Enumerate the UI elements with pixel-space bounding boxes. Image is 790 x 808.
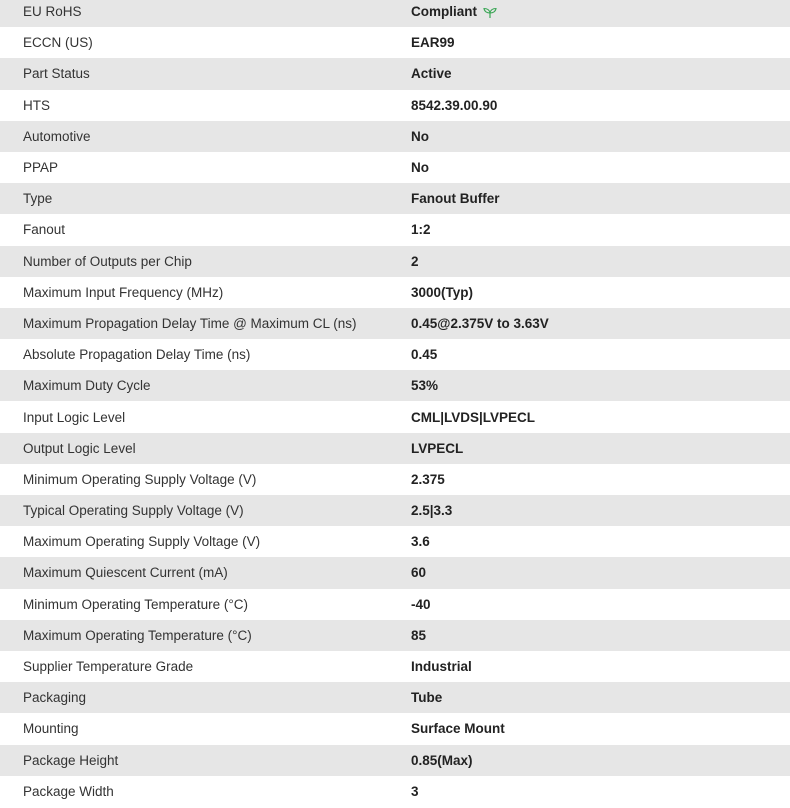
spec-label: Part Status bbox=[23, 66, 90, 82]
spec-value-cell bbox=[411, 308, 790, 339]
spec-row bbox=[0, 339, 790, 370]
spec-label: Number of Outputs per Chip bbox=[23, 253, 192, 269]
spec-value-cell bbox=[411, 121, 790, 152]
spec-label: HTS bbox=[23, 97, 50, 113]
spec-value-cell bbox=[411, 620, 790, 651]
spec-label: Fanout bbox=[23, 222, 66, 238]
spec-label: Absolute Propagation Delay Time (ns) bbox=[23, 347, 251, 363]
spec-label: Typical Operating Supply Voltage (V) bbox=[23, 503, 244, 519]
spec-row bbox=[0, 776, 790, 807]
spec-row bbox=[0, 433, 790, 464]
spec-row bbox=[0, 27, 790, 58]
spec-value-cell bbox=[411, 713, 790, 744]
spec-value: 0.45@2.375V to 3.63V bbox=[411, 315, 549, 331]
spec-value-cell bbox=[411, 370, 790, 401]
spec-value-cell bbox=[411, 495, 790, 526]
spec-value-cell bbox=[411, 745, 790, 776]
spec-label: Packaging bbox=[23, 690, 87, 706]
spec-value: 8542.39.00.90 bbox=[411, 97, 498, 113]
spec-value-cell bbox=[411, 682, 790, 713]
spec-row bbox=[0, 495, 790, 526]
spec-value: Fanout Buffer bbox=[411, 191, 500, 207]
spec-label: Automotive bbox=[23, 128, 91, 144]
spec-value-cell bbox=[411, 214, 790, 245]
spec-value: 3000(Typ) bbox=[411, 284, 474, 300]
spec-row bbox=[0, 214, 790, 245]
spec-row bbox=[0, 464, 790, 495]
spec-label: Mounting bbox=[23, 721, 79, 737]
spec-value: Industrial bbox=[411, 659, 472, 675]
spec-label: Maximum Operating Temperature (°C) bbox=[23, 627, 252, 643]
spec-row bbox=[0, 183, 790, 214]
spec-value-cell bbox=[411, 277, 790, 308]
spec-value: EAR99 bbox=[411, 35, 455, 51]
spec-label: Type bbox=[23, 191, 53, 207]
spec-value-cell bbox=[411, 0, 790, 27]
spec-label: Input Logic Level bbox=[23, 409, 126, 425]
spec-row bbox=[0, 526, 790, 557]
spec-value-cell bbox=[411, 152, 790, 183]
spec-label: Maximum Duty Cycle bbox=[23, 378, 151, 394]
spec-row bbox=[0, 246, 790, 277]
spec-label: EU RoHS bbox=[23, 4, 82, 20]
spec-row bbox=[0, 557, 790, 588]
spec-value: 1:2 bbox=[411, 222, 431, 238]
spec-value: 0.45 bbox=[411, 347, 438, 363]
spec-label: Package Height bbox=[23, 752, 119, 768]
spec-row bbox=[0, 277, 790, 308]
spec-label: Minimum Operating Temperature (°C) bbox=[23, 596, 248, 612]
spec-row bbox=[0, 651, 790, 682]
spec-value: 3 bbox=[411, 783, 419, 799]
spec-value: No bbox=[411, 128, 429, 144]
spec-value: Surface Mount bbox=[411, 721, 505, 737]
leaf-icon bbox=[483, 7, 497, 19]
spec-value: Tube bbox=[411, 690, 443, 706]
spec-value-cell bbox=[411, 589, 790, 620]
spec-label: Output Logic Level bbox=[23, 440, 136, 456]
spec-value: 53% bbox=[411, 378, 439, 394]
spec-value: 60 bbox=[411, 565, 427, 581]
spec-row bbox=[0, 121, 790, 152]
spec-row bbox=[0, 58, 790, 89]
spec-value-cell bbox=[411, 401, 790, 432]
spec-value: No bbox=[411, 160, 429, 176]
spec-label: ECCN (US) bbox=[23, 35, 93, 51]
spec-label: PPAP bbox=[23, 160, 59, 176]
spec-value-cell bbox=[411, 339, 790, 370]
spec-value: 85 bbox=[411, 627, 427, 643]
spec-value: -40 bbox=[411, 596, 431, 612]
spec-value: 2.5|3.3 bbox=[411, 503, 453, 519]
spec-row bbox=[0, 745, 790, 776]
spec-value-cell bbox=[411, 433, 790, 464]
spec-value-cell bbox=[411, 183, 790, 214]
spec-row bbox=[0, 682, 790, 713]
spec-value-cell bbox=[411, 246, 790, 277]
spec-label: Maximum Propagation Delay Time @ Maximum CL (ns) bbox=[23, 315, 357, 331]
spec-label: Maximum Input Frequency (MHz) bbox=[23, 284, 224, 300]
spec-row bbox=[0, 0, 790, 27]
spec-row bbox=[0, 713, 790, 744]
spec-value-cell bbox=[411, 90, 790, 121]
spec-value-cell bbox=[411, 776, 790, 807]
spec-value: 3.6 bbox=[411, 534, 430, 550]
spec-row bbox=[0, 152, 790, 183]
spec-value-cell bbox=[411, 557, 790, 588]
spec-row bbox=[0, 308, 790, 339]
spec-value: Compliant bbox=[411, 4, 477, 20]
spec-label: Minimum Operating Supply Voltage (V) bbox=[23, 471, 257, 487]
spec-value: CML|LVDS|LVPECL bbox=[411, 409, 536, 425]
spec-label: Maximum Operating Supply Voltage (V) bbox=[23, 534, 261, 550]
spec-label: Supplier Temperature Grade bbox=[23, 659, 194, 675]
spec-row bbox=[0, 401, 790, 432]
spec-row bbox=[0, 370, 790, 401]
spec-value-cell bbox=[411, 58, 790, 89]
spec-row bbox=[0, 90, 790, 121]
spec-label: Maximum Quiescent Current (mA) bbox=[23, 565, 228, 581]
spec-value: 0.85(Max) bbox=[411, 752, 473, 768]
spec-value: LVPECL bbox=[411, 440, 464, 456]
spec-label: Package Width bbox=[23, 783, 114, 799]
spec-value: Active bbox=[411, 66, 452, 82]
spec-row bbox=[0, 589, 790, 620]
spec-value: 2 bbox=[411, 253, 419, 269]
spec-value: 2.375 bbox=[411, 471, 445, 487]
spec-value-cell bbox=[411, 27, 790, 58]
spec-value-cell bbox=[411, 651, 790, 682]
spec-row bbox=[0, 620, 790, 651]
spec-value-cell bbox=[411, 464, 790, 495]
spec-value-cell bbox=[411, 526, 790, 557]
